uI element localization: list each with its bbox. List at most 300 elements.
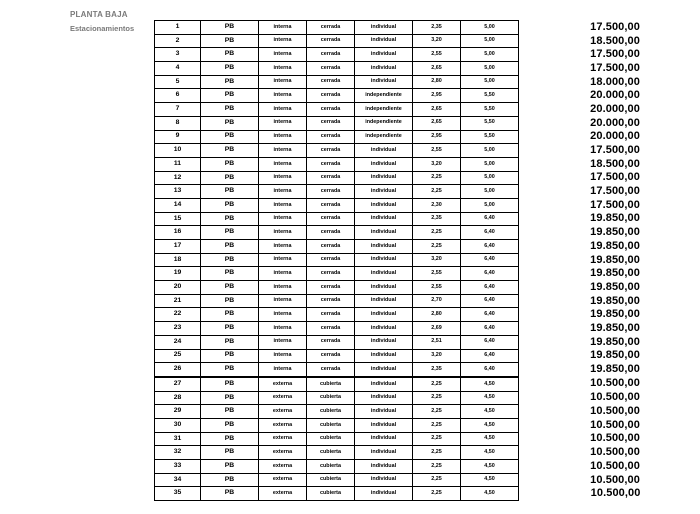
cell-floor: PB	[201, 157, 259, 171]
cell-floor: PB	[201, 432, 259, 446]
section-subtitle: Estacionamientos	[70, 24, 135, 33]
cell-unit-number: 34	[155, 473, 201, 487]
cell-price: 19.850,00	[590, 349, 640, 362]
cell-floor: PB	[201, 171, 259, 185]
cell-floor: PB	[201, 363, 259, 377]
table-row	[155, 294, 643, 308]
table-row	[155, 89, 643, 103]
cell-width: 2,51	[413, 335, 461, 349]
cell-floor: PB	[201, 144, 259, 158]
cell-enclosure: cerrada	[307, 322, 355, 336]
cell-price: 17.500,00	[590, 48, 640, 61]
cell-type: individual	[355, 198, 413, 212]
cell-enclosure: cerrada	[307, 21, 355, 35]
table-row	[155, 226, 643, 240]
cell-location: interna	[259, 267, 307, 281]
cell-unit-number: 5	[155, 75, 201, 89]
cell-length: 5,00	[461, 48, 519, 62]
cell-location: externa	[259, 460, 307, 474]
cell-enclosure: cerrada	[307, 89, 355, 103]
cell-enclosure: cerrada	[307, 48, 355, 62]
cell-length: 5,00	[461, 185, 519, 199]
cell-unit-number: 28	[155, 391, 201, 405]
cell-price: 18.500,00	[590, 157, 640, 170]
cell-length: 6,40	[461, 335, 519, 349]
cell-width: 2,25	[413, 487, 461, 501]
cell-price: 19.850,00	[590, 294, 640, 307]
cell-type: individual	[355, 240, 413, 254]
table-row	[155, 418, 643, 432]
cell-length: 4,50	[461, 405, 519, 419]
cell-location: interna	[259, 240, 307, 254]
cell-length: 4,50	[461, 418, 519, 432]
cell-floor: PB	[201, 335, 259, 349]
cell-length: 6,40	[461, 349, 519, 363]
cell-width: 2,65	[413, 103, 461, 117]
cell-unit-number: 29	[155, 405, 201, 419]
cell-width: 2,55	[413, 281, 461, 295]
table-row	[155, 240, 643, 254]
cell-location: interna	[259, 157, 307, 171]
cell-price: 19.850,00	[590, 308, 640, 321]
cell-length: 6,40	[461, 253, 519, 267]
cell-floor: PB	[201, 322, 259, 336]
cell-type: individual	[355, 335, 413, 349]
cell-enclosure: cerrada	[307, 226, 355, 240]
cell-price: 17.500,00	[590, 20, 640, 33]
cell-type: independiente	[355, 103, 413, 117]
cell-unit-number: 13	[155, 185, 201, 199]
cell-length: 4,50	[461, 460, 519, 474]
cell-unit-number: 9	[155, 130, 201, 144]
cell-unit-number: 23	[155, 322, 201, 336]
cell-length: 4,50	[461, 432, 519, 446]
table-row	[155, 267, 643, 281]
cell-price: 10.500,00	[590, 473, 640, 486]
table-row	[155, 171, 643, 185]
cell-location: interna	[259, 253, 307, 267]
table-row	[155, 446, 643, 460]
cell-location: interna	[259, 75, 307, 89]
cell-price: 20.000,00	[590, 116, 640, 129]
cell-location: interna	[259, 116, 307, 130]
cell-location: interna	[259, 21, 307, 35]
cell-width: 2,95	[413, 130, 461, 144]
table-row	[155, 48, 643, 62]
table-row	[155, 322, 643, 336]
cell-type: individual	[355, 157, 413, 171]
cell-location: interna	[259, 89, 307, 103]
cell-type: individual	[355, 322, 413, 336]
cell-length: 4,50	[461, 487, 519, 501]
cell-width: 2,55	[413, 144, 461, 158]
cell-enclosure: cerrada	[307, 212, 355, 226]
cell-floor: PB	[201, 21, 259, 35]
cell-width: 2,35	[413, 212, 461, 226]
cell-floor: PB	[201, 198, 259, 212]
cell-price: 10.500,00	[590, 391, 640, 404]
cell-floor: PB	[201, 75, 259, 89]
cell-enclosure: cerrada	[307, 240, 355, 254]
cell-length: 6,40	[461, 363, 519, 377]
cell-price: 17.500,00	[590, 171, 640, 184]
cell-enclosure: cerrada	[307, 130, 355, 144]
cell-unit-number: 3	[155, 48, 201, 62]
cell-width: 3,20	[413, 157, 461, 171]
cell-enclosure: cerrada	[307, 335, 355, 349]
cell-unit-number: 32	[155, 446, 201, 460]
cell-floor: PB	[201, 405, 259, 419]
cell-width: 2,25	[413, 405, 461, 419]
cell-enclosure: cerrada	[307, 308, 355, 322]
cell-unit-number: 31	[155, 432, 201, 446]
cell-floor: PB	[201, 212, 259, 226]
table-row	[155, 157, 643, 171]
cell-floor: PB	[201, 130, 259, 144]
cell-floor: PB	[201, 281, 259, 295]
cell-price: 10.500,00	[590, 446, 640, 459]
parking-table	[154, 20, 643, 501]
cell-width: 2,69	[413, 322, 461, 336]
cell-type: individual	[355, 308, 413, 322]
cell-location: externa	[259, 487, 307, 501]
cell-price: 19.850,00	[590, 280, 640, 293]
cell-length: 6,40	[461, 281, 519, 295]
cell-length: 6,40	[461, 240, 519, 254]
table-row	[155, 391, 643, 405]
cell-width: 2,65	[413, 116, 461, 130]
cell-type: individual	[355, 144, 413, 158]
cell-type: individual	[355, 487, 413, 501]
cell-floor: PB	[201, 267, 259, 281]
cell-location: interna	[259, 144, 307, 158]
cell-length: 5,00	[461, 34, 519, 48]
cell-width: 2,35	[413, 21, 461, 35]
cell-price: 19.850,00	[590, 239, 640, 252]
cell-floor: PB	[201, 226, 259, 240]
cell-length: 5,00	[461, 171, 519, 185]
table-row	[155, 308, 643, 322]
cell-location: interna	[259, 363, 307, 377]
cell-type: individual	[355, 473, 413, 487]
cell-width: 2,25	[413, 377, 461, 391]
cell-price: 20.000,00	[590, 102, 640, 115]
cell-width: 2,25	[413, 391, 461, 405]
cell-length: 5,00	[461, 62, 519, 76]
cell-location: externa	[259, 405, 307, 419]
cell-width: 3,20	[413, 34, 461, 48]
cell-type: independiente	[355, 89, 413, 103]
cell-location: interna	[259, 48, 307, 62]
cell-unit-number: 15	[155, 212, 201, 226]
cell-unit-number: 17	[155, 240, 201, 254]
cell-length: 5,00	[461, 21, 519, 35]
table-row	[155, 473, 643, 487]
cell-floor: PB	[201, 103, 259, 117]
cell-length: 6,40	[461, 267, 519, 281]
cell-enclosure: cerrada	[307, 198, 355, 212]
cell-unit-number: 24	[155, 335, 201, 349]
cell-type: individual	[355, 405, 413, 419]
cell-type: individual	[355, 34, 413, 48]
cell-location: externa	[259, 446, 307, 460]
cell-length: 6,40	[461, 212, 519, 226]
cell-enclosure: cerrada	[307, 34, 355, 48]
cell-length: 4,50	[461, 391, 519, 405]
cell-floor: PB	[201, 460, 259, 474]
table-row	[155, 487, 643, 501]
cell-location: interna	[259, 212, 307, 226]
table-row	[155, 253, 643, 267]
cell-type: individual	[355, 281, 413, 295]
cell-unit-number: 20	[155, 281, 201, 295]
cell-floor: PB	[201, 62, 259, 76]
table-row	[155, 432, 643, 446]
cell-unit-number: 21	[155, 294, 201, 308]
cell-price: 19.850,00	[590, 267, 640, 280]
cell-price: 19.850,00	[590, 253, 640, 266]
table-row	[155, 103, 643, 117]
cell-length: 5,50	[461, 89, 519, 103]
cell-price: 10.500,00	[590, 459, 640, 472]
cell-unit-number: 7	[155, 103, 201, 117]
cell-location: interna	[259, 34, 307, 48]
cell-floor: PB	[201, 418, 259, 432]
cell-location: externa	[259, 391, 307, 405]
cell-width: 2,25	[413, 460, 461, 474]
cell-enclosure: cerrada	[307, 253, 355, 267]
cell-floor: PB	[201, 308, 259, 322]
cell-floor: PB	[201, 89, 259, 103]
cell-length: 4,50	[461, 473, 519, 487]
cell-location: externa	[259, 473, 307, 487]
cell-location: interna	[259, 322, 307, 336]
cell-price: 17.500,00	[590, 144, 640, 157]
cell-width: 2,80	[413, 75, 461, 89]
cell-price: 17.500,00	[590, 185, 640, 198]
table-row	[155, 21, 643, 35]
cell-unit-number: 27	[155, 377, 201, 391]
cell-price: 19.850,00	[590, 363, 640, 376]
table-row	[155, 349, 643, 363]
cell-price: 10.500,00	[590, 418, 640, 431]
cell-unit-number: 10	[155, 144, 201, 158]
cell-floor: PB	[201, 116, 259, 130]
cell-enclosure: cubierta	[307, 405, 355, 419]
cell-enclosure: cerrada	[307, 281, 355, 295]
cell-location: interna	[259, 294, 307, 308]
cell-length: 5,00	[461, 157, 519, 171]
cell-floor: PB	[201, 253, 259, 267]
cell-price: 19.850,00	[590, 212, 640, 225]
cell-width: 3,20	[413, 253, 461, 267]
table-row	[155, 405, 643, 419]
cell-unit-number: 12	[155, 171, 201, 185]
table-row	[155, 75, 643, 89]
cell-price: 10.500,00	[590, 405, 640, 418]
cell-unit-number: 35	[155, 487, 201, 501]
cell-type: individual	[355, 253, 413, 267]
cell-floor: PB	[201, 391, 259, 405]
cell-floor: PB	[201, 446, 259, 460]
cell-type: independiente	[355, 130, 413, 144]
cell-price: 17.500,00	[590, 61, 640, 74]
table-row	[155, 34, 643, 48]
cell-unit-number: 16	[155, 226, 201, 240]
cell-width: 2,25	[413, 185, 461, 199]
cell-location: interna	[259, 335, 307, 349]
table-row	[155, 198, 643, 212]
cell-type: individual	[355, 185, 413, 199]
cell-price: 19.850,00	[590, 226, 640, 239]
cell-length: 5,00	[461, 198, 519, 212]
cell-enclosure: cerrada	[307, 157, 355, 171]
cell-length: 5,00	[461, 75, 519, 89]
cell-length: 6,40	[461, 308, 519, 322]
cell-unit-number: 4	[155, 62, 201, 76]
cell-enclosure: cerrada	[307, 171, 355, 185]
cell-unit-number: 33	[155, 460, 201, 474]
cell-type: individual	[355, 418, 413, 432]
cell-floor: PB	[201, 377, 259, 391]
cell-type: individual	[355, 75, 413, 89]
cell-price: 19.850,00	[590, 321, 640, 334]
cell-type: individual	[355, 446, 413, 460]
cell-floor: PB	[201, 294, 259, 308]
cell-unit-number: 26	[155, 363, 201, 377]
cell-unit-number: 1	[155, 21, 201, 35]
cell-width: 2,35	[413, 363, 461, 377]
table-row	[155, 185, 643, 199]
cell-location: externa	[259, 432, 307, 446]
cell-location: interna	[259, 185, 307, 199]
cell-location: interna	[259, 130, 307, 144]
cell-width: 2,25	[413, 446, 461, 460]
table-row	[155, 363, 643, 377]
cell-enclosure: cerrada	[307, 294, 355, 308]
cell-width: 2,55	[413, 267, 461, 281]
cell-length: 5,50	[461, 103, 519, 117]
cell-type: independiente	[355, 116, 413, 130]
cell-location: externa	[259, 418, 307, 432]
cell-location: interna	[259, 103, 307, 117]
cell-price: 18.000,00	[590, 75, 640, 88]
table-row	[155, 116, 643, 130]
cell-unit-number: 30	[155, 418, 201, 432]
cell-unit-number: 11	[155, 157, 201, 171]
cell-location: interna	[259, 171, 307, 185]
cell-width: 2,95	[413, 89, 461, 103]
cell-type: individual	[355, 460, 413, 474]
table-row	[155, 281, 643, 295]
cell-type: individual	[355, 377, 413, 391]
cell-location: interna	[259, 349, 307, 363]
cell-width: 2,25	[413, 240, 461, 254]
cell-unit-number: 2	[155, 34, 201, 48]
cell-enclosure: cubierta	[307, 377, 355, 391]
cell-unit-number: 6	[155, 89, 201, 103]
cell-enclosure: cerrada	[307, 116, 355, 130]
cell-width: 2,25	[413, 432, 461, 446]
cell-enclosure: cerrada	[307, 75, 355, 89]
cell-enclosure: cerrada	[307, 62, 355, 76]
cell-floor: PB	[201, 349, 259, 363]
cell-width: 2,80	[413, 308, 461, 322]
cell-enclosure: cerrada	[307, 363, 355, 377]
cell-enclosure: cubierta	[307, 473, 355, 487]
cell-enclosure: cubierta	[307, 432, 355, 446]
cell-type: individual	[355, 212, 413, 226]
cell-location: externa	[259, 377, 307, 391]
table-row	[155, 212, 643, 226]
cell-width: 2,65	[413, 62, 461, 76]
cell-unit-number: 22	[155, 308, 201, 322]
cell-unit-number: 14	[155, 198, 201, 212]
cell-price: 10.500,00	[590, 487, 641, 500]
table-row	[155, 377, 643, 391]
table-row	[155, 144, 643, 158]
cell-floor: PB	[201, 185, 259, 199]
cell-width: 2,30	[413, 198, 461, 212]
cell-floor: PB	[201, 240, 259, 254]
cell-floor: PB	[201, 34, 259, 48]
cell-unit-number: 25	[155, 349, 201, 363]
cell-type: individual	[355, 363, 413, 377]
cell-type: individual	[355, 432, 413, 446]
cell-price: 20.000,00	[590, 89, 640, 102]
table-row	[155, 335, 643, 349]
cell-price: 10.500,00	[590, 377, 640, 390]
cell-location: interna	[259, 281, 307, 295]
cell-length: 5,50	[461, 130, 519, 144]
cell-price: 10.500,00	[590, 432, 640, 445]
section-title: PLANTA BAJA	[70, 10, 128, 19]
cell-width: 2,25	[413, 473, 461, 487]
cell-enclosure: cubierta	[307, 418, 355, 432]
cell-enclosure: cerrada	[307, 103, 355, 117]
cell-enclosure: cerrada	[307, 267, 355, 281]
table-row	[155, 460, 643, 474]
cell-length: 6,40	[461, 226, 519, 240]
cell-type: individual	[355, 21, 413, 35]
cell-width: 2,55	[413, 48, 461, 62]
cell-type: individual	[355, 226, 413, 240]
cell-width: 3,20	[413, 349, 461, 363]
cell-price: 20.000,00	[590, 130, 640, 143]
cell-width: 2,25	[413, 171, 461, 185]
cell-type: individual	[355, 48, 413, 62]
cell-floor: PB	[201, 48, 259, 62]
cell-price: 17.500,00	[590, 198, 640, 211]
parking-table-body	[155, 21, 643, 501]
cell-unit-number: 18	[155, 253, 201, 267]
cell-enclosure: cerrada	[307, 349, 355, 363]
cell-width: 2,70	[413, 294, 461, 308]
cell-enclosure: cerrada	[307, 185, 355, 199]
cell-price: 19.850,00	[590, 335, 640, 348]
cell-type: individual	[355, 267, 413, 281]
cell-floor: PB	[201, 473, 259, 487]
cell-unit-number: 8	[155, 116, 201, 130]
table-row	[155, 62, 643, 76]
cell-price: 18.500,00	[590, 34, 640, 47]
cell-width: 2,25	[413, 226, 461, 240]
cell-enclosure: cubierta	[307, 391, 355, 405]
cell-length: 4,50	[461, 377, 519, 391]
cell-location: interna	[259, 308, 307, 322]
cell-length: 4,50	[461, 446, 519, 460]
cell-length: 6,40	[461, 294, 519, 308]
